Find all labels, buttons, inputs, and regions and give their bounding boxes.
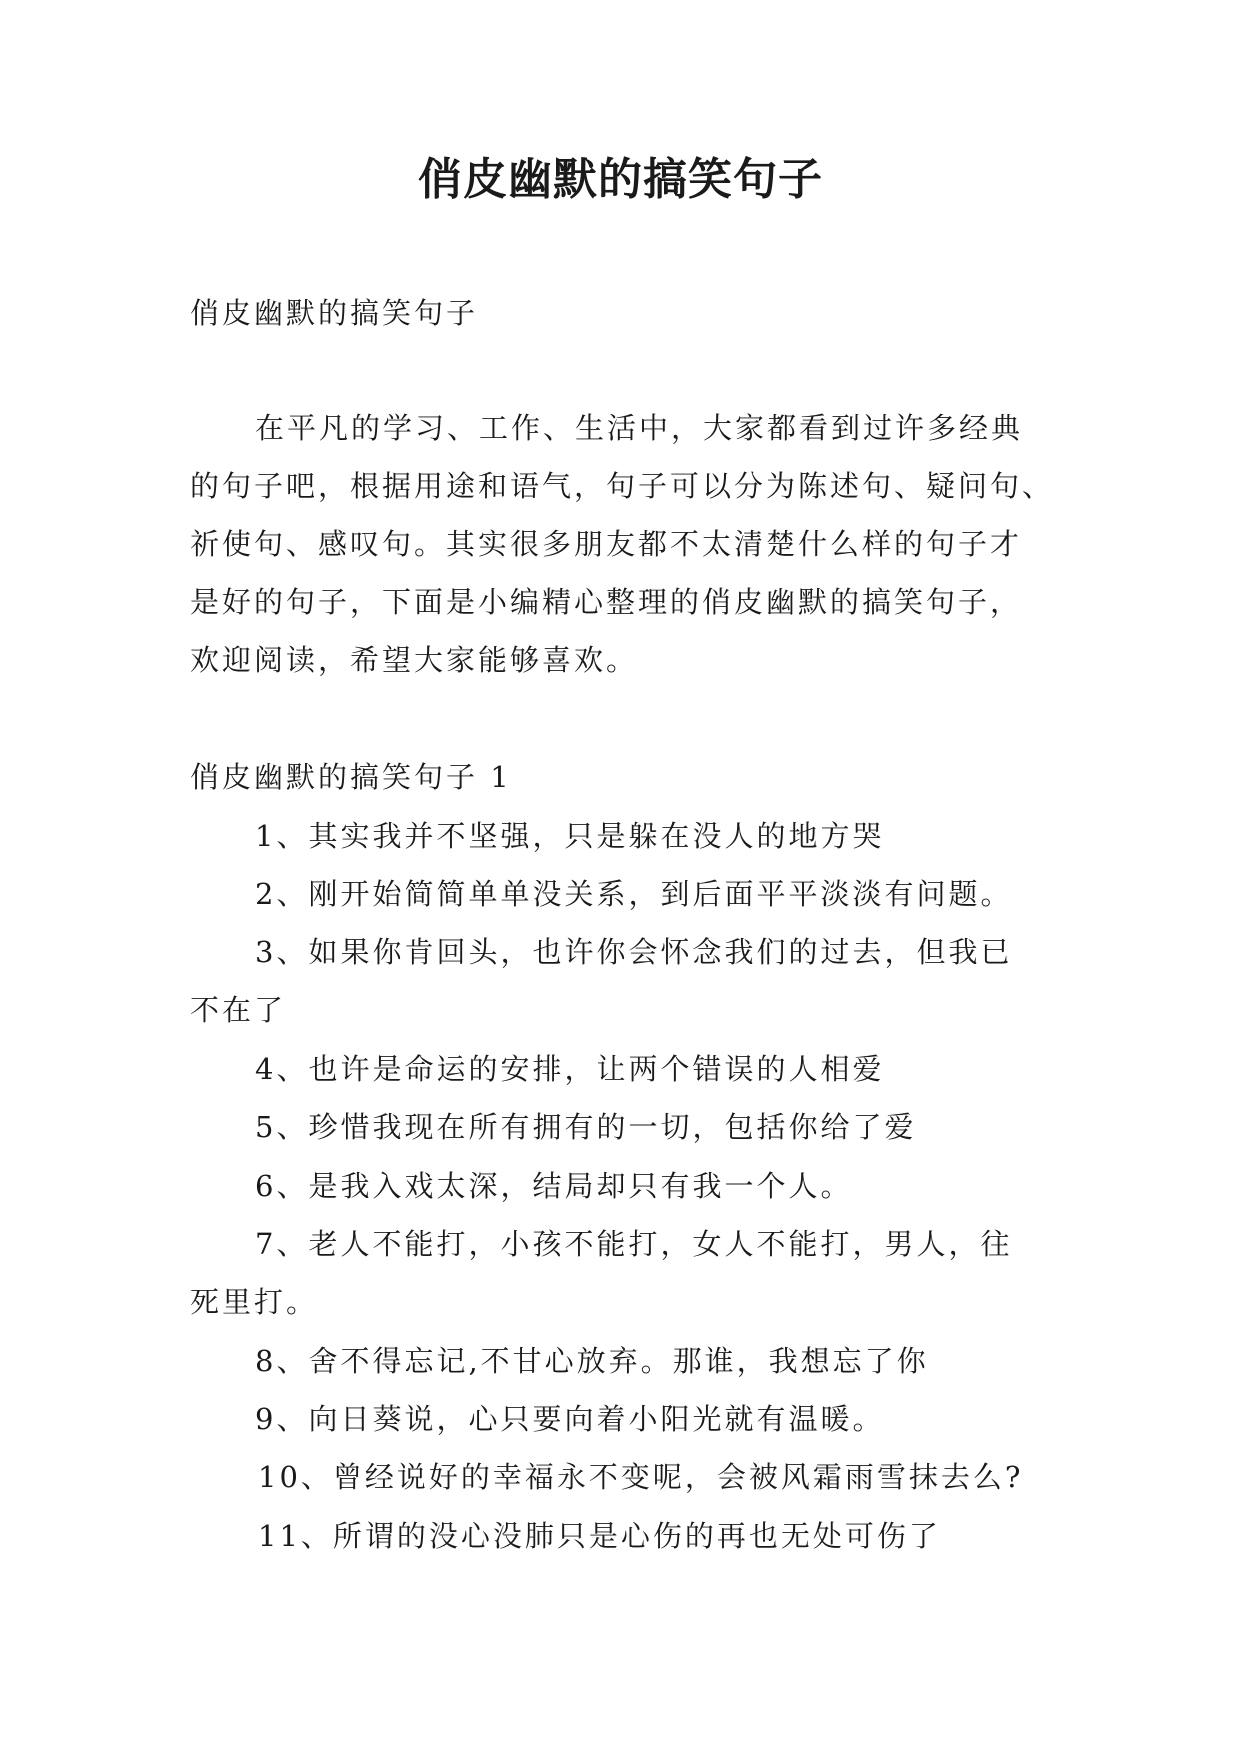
list-item-7: 7、老人不能打，小孩不能打，女人不能打，男人，往 — [255, 1227, 1013, 1261]
list-item-3-continued: 不在了 — [190, 993, 287, 1027]
intro-line-4: 是好的句子，下面是小编精心整理的俏皮幽默的搞笑句子， — [190, 585, 1023, 619]
intro-line-5: 欢迎阅读，希望大家能够喜欢。 — [190, 643, 639, 677]
list-item-9: 9、向日葵说，心只要向着小阳光就有温暖。 — [255, 1402, 885, 1436]
list-item-2: 2、刚开始简简单单没关系，到后面平平淡淡有问题。 — [255, 877, 1013, 911]
intro-line-1: 在平凡的学习、工作、生活中，大家都看到过许多经典 — [255, 411, 1024, 445]
list-item-3: 3、如果你肯回头，也许你会怀念我们的过去，但我已 — [255, 935, 1013, 969]
list-item-8: 8、舍不得忘记,不甘心放弃。那谁，我想忘了你 — [255, 1344, 929, 1378]
intro-line-2: 的句子吧，根据用途和语气，句子可以分为陈述句、疑问句、 — [190, 469, 1055, 503]
section-heading: 俏皮幽默的搞笑句子 1 — [190, 760, 512, 794]
list-item-7-continued: 死里打。 — [190, 1285, 319, 1319]
list-item-1: 1、其实我并不坚强，只是躲在没人的地方哭 — [255, 819, 885, 853]
list-item-11: 11、所谓的没心没肺只是心伤的再也无处可伤了 — [258, 1519, 941, 1553]
list-item-5: 5、珍惜我现在所有拥有的一切，包括你给了爱 — [255, 1110, 917, 1144]
document-subtitle: 俏皮幽默的搞笑句子 — [190, 296, 479, 330]
intro-line-3: 祈使句、感叹句。其实很多朋友都不太清楚什么样的句子才 — [190, 527, 1023, 561]
document-title: 俏皮幽默的搞笑句子 — [418, 154, 823, 205]
list-item-4: 4、也许是命运的安排，让两个错误的人相爱 — [255, 1052, 885, 1086]
list-item-10: 10、曾经说好的幸福永不变呢，会被风霜雨雪抹去么? — [258, 1460, 1024, 1494]
list-item-6: 6、是我入戏太深，结局却只有我一个人。 — [255, 1169, 853, 1203]
